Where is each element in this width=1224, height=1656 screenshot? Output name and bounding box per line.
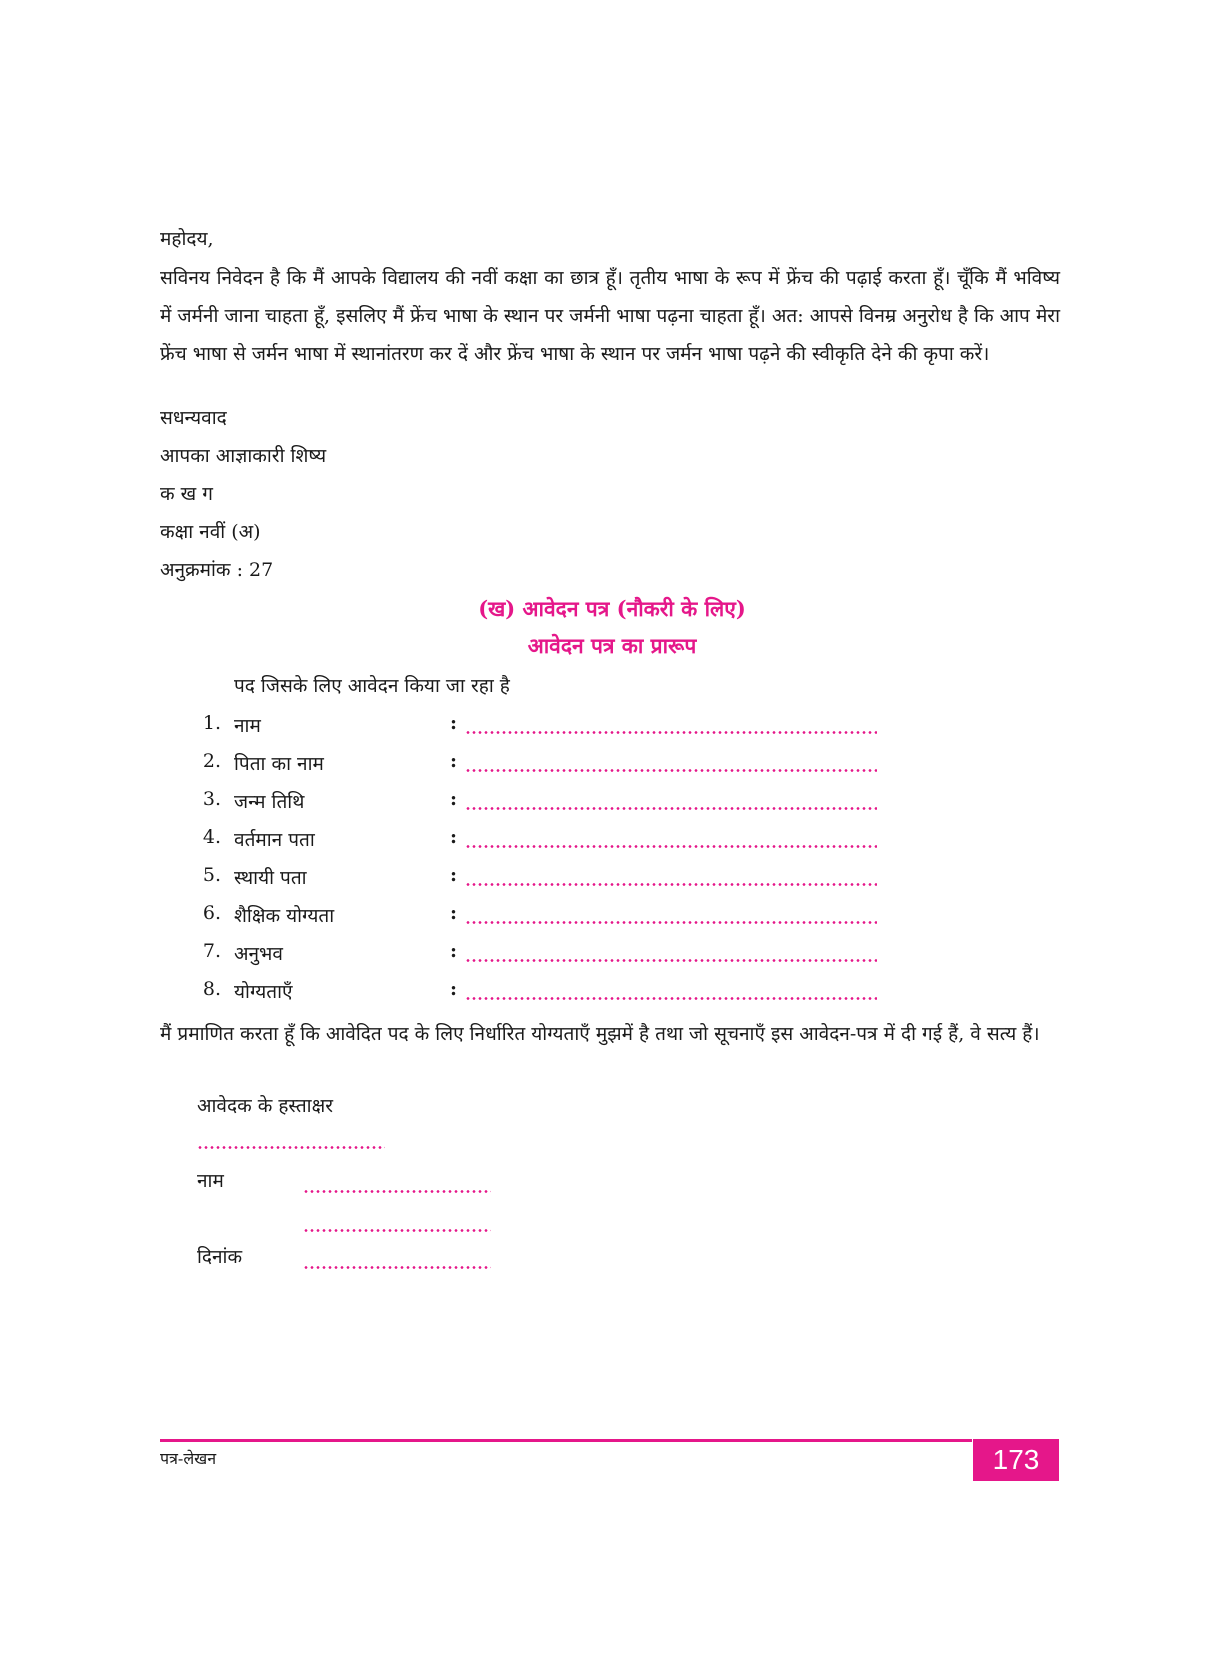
field-colon: : [450,788,458,810]
field-number: 4. [202,826,221,848]
field-dotted-line[interactable] [465,940,877,966]
field-label: पिता का नाम [234,753,324,775]
sender-class: कक्षा नवीं (अ) [160,521,261,543]
field-dotted-line[interactable] [465,864,877,890]
closing: आपका आज्ञाकारी शिष्य [160,445,327,467]
sender-name: क ख ग [160,483,213,505]
date-dotted-line[interactable] [303,1247,491,1273]
field-number: 3. [202,788,221,810]
field-number: 1. [202,712,221,734]
declaration: मैं प्रमाणित करता हूँ कि आवेदित पद के लिए निर्धारित योग्यताएँ मुझमें है तथा जो सूचनाएँ इस आवेदन-पत्र में दी गई हैं, वे सत्य हैं। [160,1023,1040,1045]
field-label: अनुभव [234,943,283,965]
thanks: सधन्यवाद [160,407,227,429]
name-label: नाम [197,1170,224,1192]
field-colon: : [450,864,458,886]
section-subheading: आवेदन पत्र का प्रारूप [527,633,697,658]
field-colon: : [450,940,458,962]
letter-body: सविनय निवेदन है कि मैं आपके विद्यालय की नवीं कक्षा का छात्र हूँ। तृतीय भाषा के रूप में फ्रेंच की पढ़ाई करता हूँ। चूँकि मैं भविष्य में जर्मनी जाना चाहता हूँ, इसलिए मैं फ्रेंच भाषा के स्थान पर जर्मनी भाषा पढ़ना चाहता हूँ। अत: आपसे विनम्र अनुरोध है कि आप मेरा फ्रेंच भाषा से जर्मन भाषा में स्थानांतरण कर दें और फ्रेंच भाषा के स्थान पर जर्मन भाषा पढ़ने की स्वीकृति देने की कृपा करें। [160,267,1060,365]
field-number: 7. [202,940,221,962]
salutation: महोदय, [160,228,214,250]
chapter-title: पत्र-लेखन [160,1449,217,1468]
field-dotted-line[interactable] [465,902,877,928]
field-label: नाम [234,715,261,737]
field-colon: : [450,750,458,772]
field-dotted-line[interactable] [465,750,877,776]
field-label: जन्म तिथि [234,791,305,813]
field-number: 8. [202,978,221,1000]
field-colon: : [450,712,458,734]
field-dotted-line[interactable] [465,712,877,738]
field-colon: : [450,826,458,848]
field-number: 6. [202,902,221,924]
name-dotted-line-2[interactable] [303,1210,491,1236]
field-colon: : [450,978,458,1000]
field-dotted-line[interactable] [465,978,877,1004]
field-label: योग्यताएँ [234,981,293,1003]
section-heading: (ख) आवेदन पत्र (नौकरी के लिए) [478,596,746,621]
field-dotted-line[interactable] [465,788,877,814]
post-line: पद जिसके लिए आवेदन किया जा रहा है [234,675,510,697]
field-label: वर्तमान पता [234,829,315,851]
page-number: 173 [973,1439,1059,1481]
name-dotted-line[interactable] [303,1171,491,1197]
field-dotted-line[interactable] [465,826,877,852]
date-label: दिनांक [197,1246,243,1268]
signature-dotted-line[interactable] [197,1127,385,1153]
field-colon: : [450,902,458,924]
field-number: 5. [202,864,221,886]
signature-label: आवेदक के हस्ताक्षर [197,1095,333,1117]
footer-rule [160,1439,972,1442]
field-label: स्थायी पता [234,867,307,889]
field-label: शैक्षिक योग्यता [234,905,335,927]
field-number: 2. [202,750,221,772]
roll-number: अनुक्रमांक : 27 [160,559,274,581]
